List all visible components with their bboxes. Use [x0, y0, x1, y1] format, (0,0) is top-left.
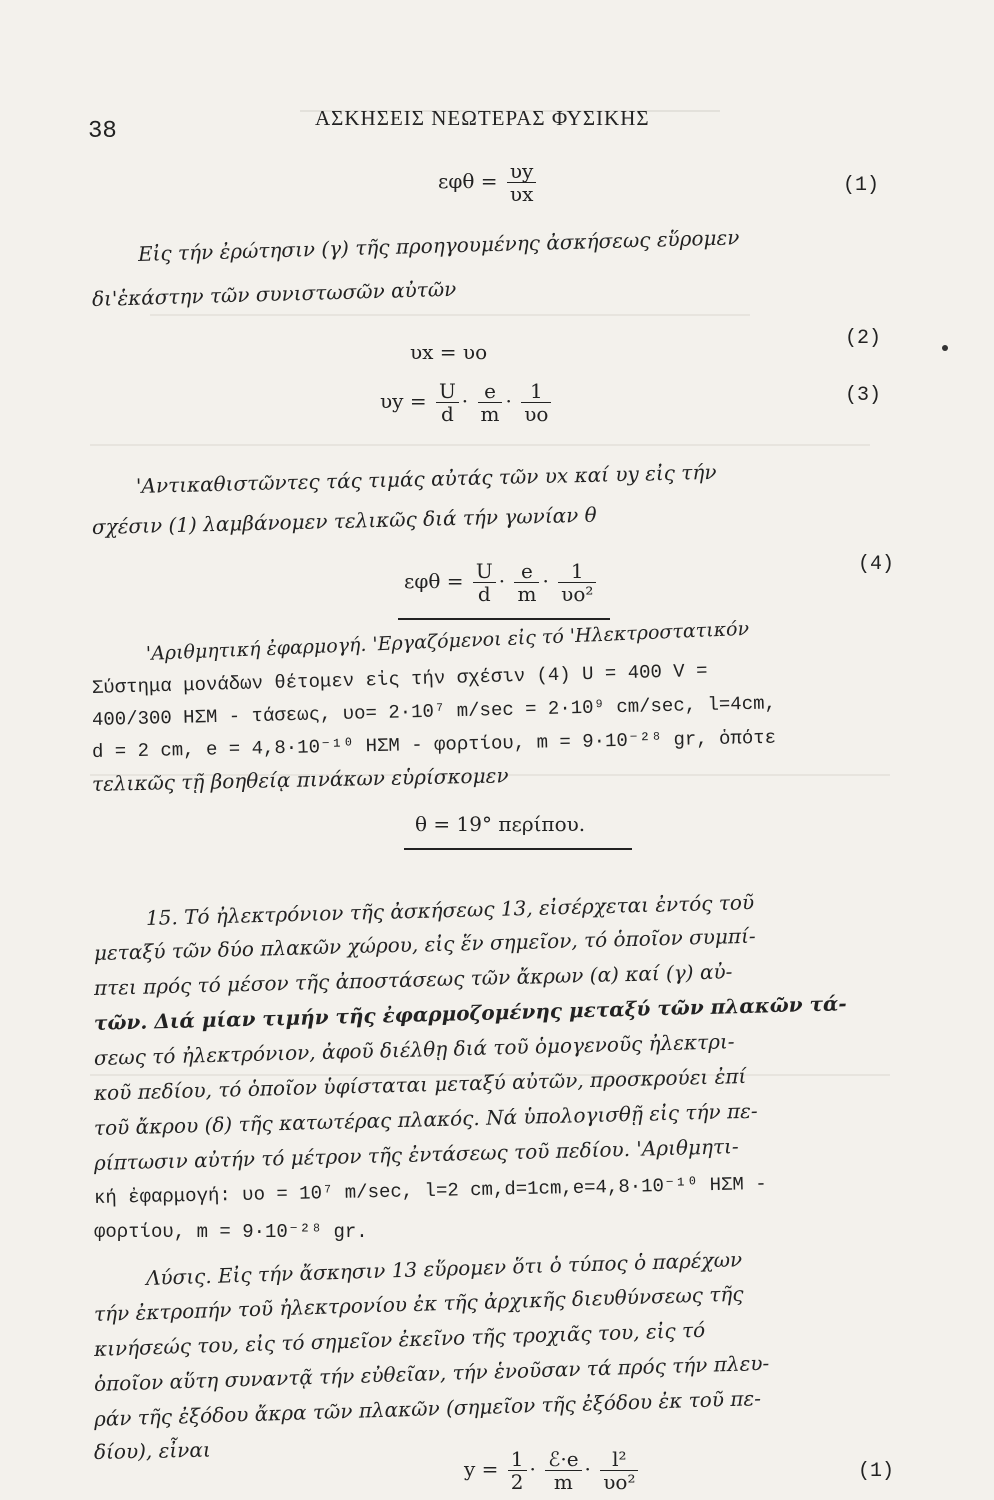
text-line: Σύστημα μονάδων θέτομεν εἰς τήν σχέσιν (4) U = 400 V = — [91, 659, 708, 699]
text-line: 400/300 ΗΣΜ - τάσεως, υo= 2·10⁷ m/sec = 2·10⁹ cm/sec, l=4cm, — [91, 692, 777, 731]
fraction — [600, 1448, 638, 1493]
text-line: κοῦ πεδίου, τό ὁποῖον ὑφίσταται μεταξύ αὐτῶν, προσκρούει ἐπί — [93, 1063, 747, 1105]
fraction — [507, 160, 536, 205]
equation-5: y = $\frac{1}{2}$ · $\frac{\text{ℰ·e}}{m}$ · $\frac{\text{l²}}{\text{υo²}}$ — [464, 1448, 641, 1493]
text-line: τῶν. Διά μίαν τιμήν τῆς ἐφαρμοζομένης μεταξύ τῶν πλακῶν τά- — [93, 991, 847, 1035]
fraction — [478, 380, 503, 425]
text-line: 'Αντικαθιστῶντες τάς τιμάς αὐτάς τῶν υx καί υy εἰς τήν — [135, 459, 717, 498]
denominator: υx — [509, 182, 534, 206]
numerator: 1 — [508, 1448, 527, 1471]
equation-4: εφθ = $\frac{U}{d}$ · $\frac{e}{m}$ · $\frac{1}{\text{υo²}}$ — [404, 560, 599, 605]
equation-number: (3) — [845, 384, 882, 407]
page-number: 38 — [88, 118, 117, 145]
result-value: θ = 19° περίπου. — [415, 812, 586, 836]
numerator: U — [436, 380, 459, 403]
numerator: 1 — [558, 560, 596, 583]
denominator: m — [553, 1470, 573, 1494]
text-line: Εἰς τήν ἐρώτησιν (γ) τῆς προηγουμένης ἀσκήσεως εὕρομεν — [137, 225, 740, 266]
text-line: ράν τῆς ἐξόδου ἄκρα τῶν πλακῶν (σημεῖον τῆς ἐξόδου ἐκ τοῦ πε- — [93, 1386, 762, 1431]
equation-lhs: y = — [464, 1457, 499, 1481]
denominator: υo — [524, 402, 549, 426]
denominator: υo² — [561, 582, 594, 606]
equation-number: (2) — [845, 327, 882, 350]
text-line: Λύσις. Εἰς τήν ἄσκησιν 13 εὕρομεν ὅτι ὁ τύπος ὁ παρέχων — [145, 1247, 743, 1290]
denominator: d — [477, 582, 491, 606]
text-line: σεως τό ἠλεκτρόνιον, ἀφοῦ διέλθῃ διά τοῦ ὁμογενοῦς ἠλεκτρι- — [93, 1029, 735, 1070]
equation-lhs: υy = — [380, 389, 427, 413]
equation-number: (4) — [858, 553, 895, 576]
text-line: τήν ἐκτροπήν τοῦ ἠλεκτρονίου ἐκ τῆς ἀρχικῆς διευθύνσεως τῆς — [93, 1281, 744, 1326]
fraction — [436, 380, 459, 425]
equation-lhs: εφθ = — [438, 169, 498, 193]
section-rule — [398, 618, 610, 620]
denominator: 2 — [510, 1470, 524, 1494]
fraction — [508, 1448, 527, 1493]
text-line: κινήσεώς του, εἰς τό σημεῖον ἐκεῖνο τῆς τροχιᾶς του, εἰς τό — [93, 1317, 706, 1361]
equation-number: (1) — [843, 174, 880, 197]
text-line: μεταξύ τῶν δύο πλακῶν χώρου, εἰς ἕν σημεῖον, τό ὁποῖον συμπί- — [93, 923, 756, 965]
fraction — [521, 380, 551, 425]
denominator: υo² — [603, 1470, 636, 1494]
equation-number: (1) — [858, 1460, 895, 1483]
fraction — [545, 1448, 581, 1493]
text-line: 15. Τό ἠλεκτρόνιον τῆς ἀσκήσεως 13, εἰσέρχεται ἐντός τοῦ — [145, 890, 755, 930]
text-line: δίου), εἶναι — [93, 1437, 211, 1464]
fraction — [473, 560, 496, 605]
page-title: ΑΣΚΗΣΕΙΣ ΝΕΩΤΕΡΑΣ ΦΥΣΙΚΗΣ — [315, 106, 650, 130]
equation-lhs: εφθ = — [404, 569, 464, 593]
text-line: δι'ἑκάστην τῶν συνιστωσῶν αὐτῶν — [91, 276, 457, 311]
numerator: U — [473, 560, 496, 583]
text-line: ρίπτωσιν αὐτήν τό μέτρον τῆς ἐντάσεως τοῦ πεδίου. 'Αριθμητι- — [93, 1134, 739, 1175]
text-line: τοῦ ἄκρου (δ) τῆς κατωτέρας πλακός. Νά ὑπολογισθῇ εἰς τήν πε- — [93, 1098, 758, 1140]
equation-1 — [438, 160, 539, 205]
text-line: ὁποῖον αὕτη συναντᾷ τήν εὐθεῖαν, τήν ἑνοῦσαν τά πρός τήν πλευ- — [93, 1350, 770, 1396]
numerator: 1 — [521, 380, 551, 403]
text-line: 'Αριθμητική ἐφαρμογή. 'Εργαζόμενοι εἰς τό 'Ηλεκτροστατικόν — [145, 617, 750, 665]
text-line: φορτίου, m = 9·10⁻²⁸ gr. — [94, 1221, 368, 1243]
text-line: κή ἐφαρμογή: υo = 10⁷ m/sec, l=2 cm,d=1cm,e=4,8·10⁻¹⁰ ΗΣΜ - — [93, 1172, 767, 1209]
numerator: ℰ·e — [545, 1448, 581, 1471]
equation-2: υx = υo — [410, 340, 488, 364]
numerator: υy — [507, 160, 536, 183]
bleed-through-mark — [90, 430, 870, 446]
text-line: τελικῶς τῇ βοηθείᾳ πινάκων εὑρίσκομεν — [91, 763, 509, 796]
text-line: d = 2 cm, e = 4,8·10⁻¹⁰ ΗΣΜ - φορτίου, m = 9·10⁻²⁸ gr, ὁπότε — [91, 726, 777, 763]
equation-3: υy = $\frac{U}{d}$ · $\frac{e}{m}$ · $\frac{1}{\upsilon o}$ — [380, 380, 554, 425]
denominator: m — [517, 582, 537, 606]
text-line: πτει πρός τό μέσον τῆς ἀποστάσεως τῶν ἄκρων (α) καί (γ) αὐ- — [93, 959, 733, 1000]
section-rule — [404, 848, 632, 850]
numerator: e — [514, 560, 539, 583]
numerator: l² — [600, 1448, 638, 1471]
text-line: σχέσιν (1) λαμβάνομεν τελικῶς διά τήν γωνίαν θ — [91, 502, 597, 539]
fraction — [558, 560, 596, 605]
denominator: d — [440, 402, 454, 426]
fraction — [514, 560, 539, 605]
numerator: e — [478, 380, 503, 403]
denominator: m — [480, 402, 500, 426]
ink-dot — [942, 345, 948, 351]
